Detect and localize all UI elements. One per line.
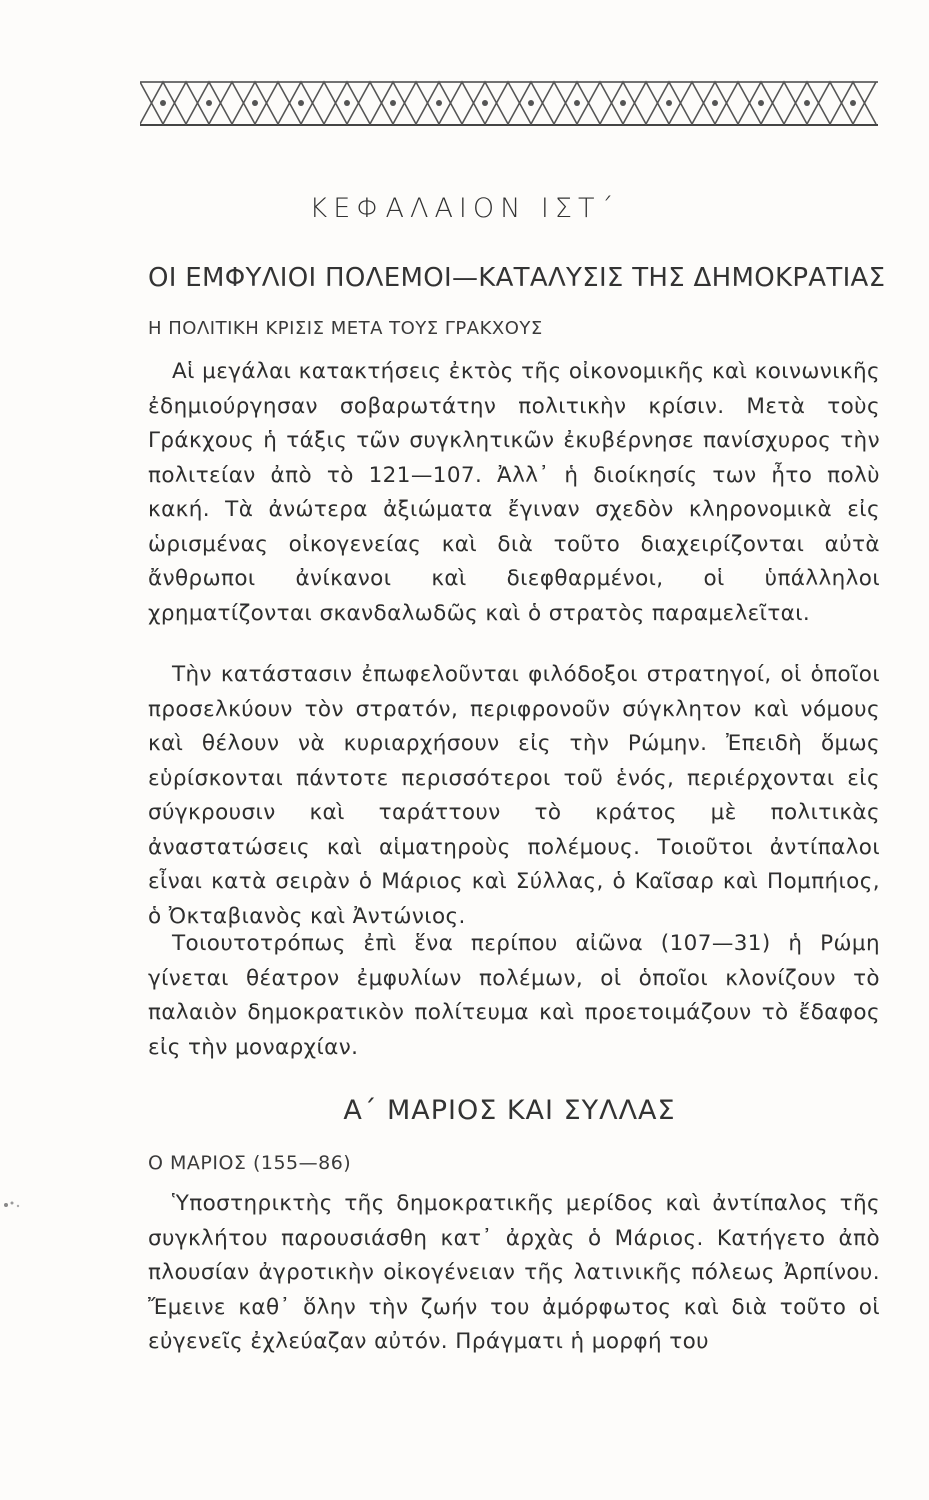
paragraph-4: Ὑποστηρικτὴς τῆς δημοκρατικῆς μερίδος καὶ ἀντίπαλος τῆς συγκλήτου παρουσιάσθη κατ᾽ ἀρχὰς ὁ Μάριος. Κατήγετο ἀπὸ πλουσίαν ἀγροτικὴν οἰκογένειαν τῆς λατινικῆς πόλεως Ἀρπίνου. Ἔμεινε καθ᾽ ὅλην τὴν ζωήν του ἀμόρφωτος καὶ διὰ τοῦτο οἱ εὐγενεῖς ἐχλεύαζαν αὐτόν. Πράγματι ἡ μορφή του [148,1191,880,1354]
chapter-heading: ΚΕΦΑΛΑΙΟΝ ΙΣΤ΄ [309,193,620,224]
decorative-border-ornament [140,78,878,128]
section-title: Α΄ ΜΑΡΙΟΣ ΚΑΙ ΣΥΛΛΑΣ [343,1095,676,1126]
margin-mark [0,1198,30,1212]
paragraph-1: Αἱ μεγάλαι κατακτήσεις ἐκτὸς τῆς οἰκονομικῆς καὶ κοινωνικῆς ἐδημιούργησαν σοβαρωτάτην πολιτικὴν κρίσιν. Μετὰ τοὺς Γράκχους ἡ τάξις τῶν συγκλητικῶν ἐκυβέρνησε πανίσχυρος τὴν πολιτείαν ἀπὸ τὸ 121—107. Ἀλλ᾽ ἡ διοίκησίς των ἦτο πολὺ κακή. Τὰ ἀνώτερα ἀξιώματα ἔγιναν σχεδὸν κληρονομικὰ εἰς ὡρισμένας οἰκογενείας καὶ διὰ τοῦτο διαχειρίζονται αὐτὰ ἄνθρωποι ἀνίκανοι καὶ διεφθαρμένοι, οἱ ὑπάλληλοι χρηματίζονται σκανδαλωδῶς καὶ ὁ στρατὸς παραμελεῖται. [148,359,880,626]
section-subheading: Η ΠΟΛΙΤΙΚΗ ΚΡΙΣΙΣ ΜΕΤΑ ΤΟΥΣ ΓΡΑΚΧΟΥΣ [148,318,543,339]
paragraph-3: Τοιουτοτρόπως ἐπὶ ἕνα περίπου αἰῶνα (107—31) ἡ Ρώμη γίνεται θέατρον ἐμφυλίων πολέμων, οἱ ὁποῖοι κλονίζουν τὸ παλαιὸν δημοκρατικὸν πολίτευμα καὶ προετοιμάζουν τὸ ἔδαφος εἰς τὴν μοναρχίαν. [148,931,880,1060]
paragraph-2: Τὴν κατάστασιν ἐπωφελοῦνται φιλόδοξοι στρατηγοί, οἱ ὁποῖοι προσελκύουν τὸν στρατόν, περιφρονοῦν σύγκλητον καὶ νόμους καὶ θέλουν νὰ κυριαρχήσουν εἰς τὴν Ρώμην. Ἐπειδὴ ὅμως εὑρίσκονται πάντοτε περισσότεροι τοῦ ἑνός, περιέρχονται εἰς σύγκρουσιν καὶ ταράττουν τὸ κράτος μὲ πολιτικὰς ἀναστατώσεις καὶ αἱματηροὺς πολέμους. Τοιοῦτοι ἀντίπαλοι εἶναι κατὰ σειρὰν ὁ Μάριος καὶ Σύλλας, ὁ Καῖσαρ καὶ Πομπήιος, ὁ Ὀκταβιανὸς καὶ Ἀντώνιος. [148,662,880,929]
marius-subheading: Ο ΜΑΡΙΟΣ (155—86) [148,1152,352,1174]
chapter-title: ΟΙ ΕΜΦΥΛΙΟΙ ΠΟΛΕΜΟΙ—ΚΑΤΑΛΥΣΙΣ ΤΗΣ ΔΗΜΟΚΡΑΤΙΑΣ [148,263,886,293]
